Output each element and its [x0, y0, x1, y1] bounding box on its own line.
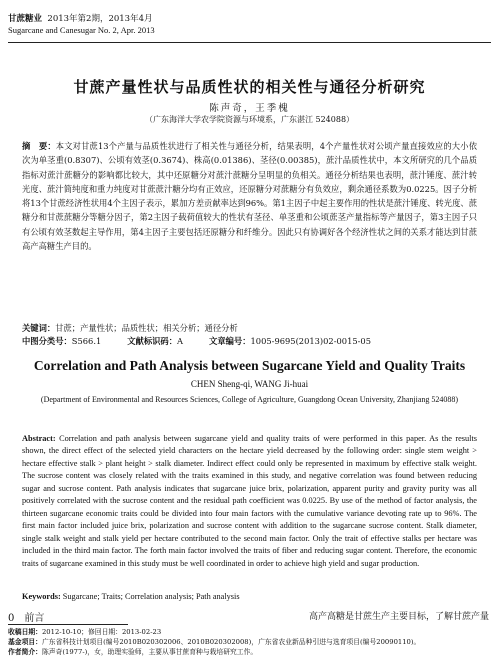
author-text: 陈声奇(1977-)，女，助理实验师，主要从事甘蔗育种与栽培研究工作。	[41, 648, 258, 656]
keywords-en-text: Sugarcane; Traits; Correlation analysis; Path analysis	[62, 592, 240, 601]
author-label: 作者简介：	[8, 648, 42, 656]
paper-title-cn: 甘蔗产量性状与品质性状的相关性与通径分析研究	[73, 78, 426, 96]
footnote-fund	[8, 637, 489, 647]
abstract-cn	[22, 139, 477, 253]
body-text-start: 高产高糖是甘蔗生产主要目标，了解甘蔗产量	[308, 612, 489, 622]
keywords-cn-text: 甘蔗；产量性状；品质性状；相关分析；通径分析	[55, 323, 238, 333]
keywords-en-label: Keywords:	[22, 592, 61, 601]
article-no-value: 1005-9695(2013)02-0015-05	[250, 336, 371, 346]
received-text: 2012-10-10；修回日期：2013-02-23	[41, 628, 162, 636]
header-rule	[8, 42, 491, 43]
abstract-cn-label: 摘 要：	[22, 141, 56, 151]
running-header	[8, 14, 155, 36]
section-heading: 0 前言	[8, 613, 45, 624]
footnote-received	[8, 627, 489, 637]
doc-code-label: 文献标识码：	[127, 336, 178, 346]
paper-title-en: Correlation and Path Analysis between Sugarcane Yield and Quality Traits	[33, 358, 466, 373]
article-no-label: 文章编号：	[209, 336, 251, 346]
keywords-cn	[22, 322, 477, 334]
authors-en: CHEN Sheng-qi, WANG Ji-huai	[190, 379, 309, 389]
footnote-author	[8, 647, 489, 657]
doc-code-value: A	[177, 336, 184, 346]
abstract-en-text: Correlation and path analysis between sugarcane yield and quality traits of were performed in this paper. As the results shown, the direct effect of the selected yield characters on the hectare yield decreased by the following order: single stem weight > hectare effective stalk > plant height > stalk diameter. Indirect effect could only be represented in maximum by effective stalk weight. The sucrose content was closely related with the traits examined in this study, and negative correlation was found between reducing sugar and sucrose content. Path analysis indicates that sugarcane juice brix, polarization, apparent purity and gravity purity was all positively correlated with the sucrose content and the residual path coefficient was 0.0225. By use of the method of factor analysis, the thirteen sugarcane economic traits could be divided into four main factors with the cumulative variance devoting rate up to 96%. The first main factor included juice brix, polarization and sucrose content with addition to the sugarcane sucrose content. Stalk diameter, single stalk weight and stalk yield per hectare contributed to the second main factor. Only the trait of effective stalks per hectare was included in the third main factor. The forth main factor involved the traits of fiber and reducing sugar content. Therefore, the economic traits of sugarcane examined in this study must be well coordinated in order to achieve high yield and sugar production.	[22, 434, 477, 568]
abstract-en-label: Abstract:	[22, 434, 56, 443]
fund-text: 广东省科技计划项目(编号2010B020302006、2010B020302008)，广东省农业新品种引进与选育项目(编号20090110)。	[41, 638, 421, 646]
abstract-en	[22, 433, 477, 570]
header-cn-line	[8, 14, 155, 25]
affiliation-cn: （广东海洋大学农学院资源与环境系，广东湛江 524088）	[144, 115, 355, 124]
footnote-rule	[8, 624, 128, 625]
clc-label: 中图分类号：	[22, 336, 72, 346]
keywords-cn-label: 关键词：	[22, 323, 56, 333]
fund-label: 基金项目：	[8, 638, 42, 646]
affiliation-en: (Department of Environmental and Resources Sciences, College of Agriculture, Guangdong Ocean University, Zhanjiang 524088)	[40, 395, 459, 404]
received-label: 收稿日期：	[8, 628, 42, 636]
clc-value: S566.1	[71, 336, 102, 346]
issue-cn: 2013年第2期，2013年4月	[47, 14, 153, 24]
journal-name-cn: 甘蔗糖业	[8, 14, 43, 24]
journal-name-en: Sugarcane and Canesugar No. 2, Apr. 2013	[8, 25, 155, 35]
authors-cn: 陈声奇，王季槐	[209, 103, 290, 114]
classification-line	[22, 335, 371, 347]
abstract-cn-text: 本文对甘蔗13个产量与品质性状进行了相关性与通径分析，结果表明，4个产量性状对公顷产量直接效应的大小依次为单茎重(0.8307)、公顷有效茎(0.3674)、株高(0.01386)、茎径(0.00385)，蔗汁品质性状中，本文所研究的几个品质指标对蔗汁蔗糖分的影响都比较大，其中还原糖分对蔗汁蔗糖分呈明显的负相关。通径分析结果也表明，蔗汁锤度、蔗汁转光度、蔗汁简纯度和重力纯度对甘蔗蔗汁糖分均有正效应，还原糖分对蔗糖分有负效应，剩余通径系数为0.0225。因子分析将13个甘蔗经济性状用4个主因子表示，累加方差贡献率达到96%。第1主因子中起主要作用的性状是蔗汁锤度、转光度、蔗糖分和甘蔗蔗糖分等糖分因子，第2主因子载荷值较大的性状有茎径、单茎重和公顷蔗茎产量指标等产量因子，第3主因子只有公顷有效茎数起主导作用，第4主因子主要包括还原糖分和纤维分。因此只有协调好各个经济性状之间的关系才能达到甘蔗高产高糖生产目的。	[22, 141, 477, 252]
keywords-en	[22, 592, 477, 601]
footnotes	[8, 627, 489, 657]
